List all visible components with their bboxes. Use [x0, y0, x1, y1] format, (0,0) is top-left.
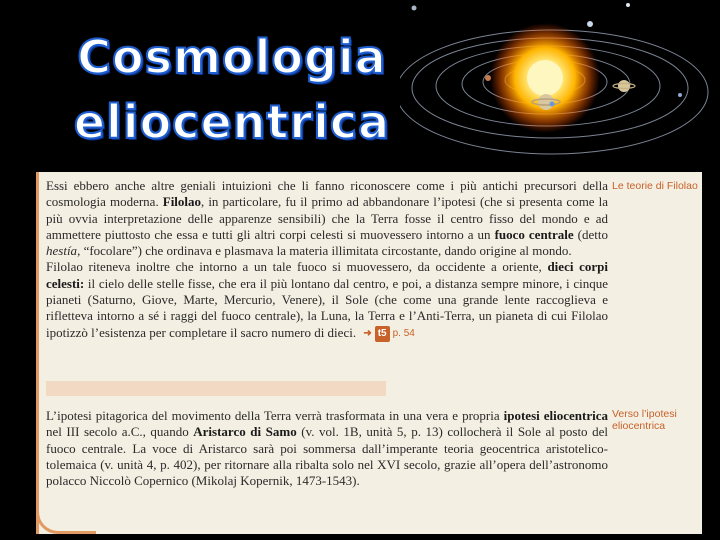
- margin-note-filolao: Le teorie di Filolao: [612, 180, 698, 192]
- solar-system-image: [400, 0, 710, 168]
- paragraph-aristarco: L’ipotesi pitagorica del movimento della Terra verrà trasformata in una vera e propria ipotesi eliocentrica nel III secolo a.C., quando Aristarco di Samo (v. vol. 1B, unità 5, p. 13) collocherà il Sole al posto del fuoco centrale. La voce di Aristarco sarà poi sommersa dall’imperante teoria geocentrica aristotelico-tolemaica (v. unità 4, p. 402), per ritornare alla ribalta solo nel XVI secolo, grazie all’opera dell’astronomo polacco Niccolò Copernico (Mikolaj Kopernik, 1473-1543).: [46, 408, 609, 489]
- arrow-icon: ➜: [363, 327, 372, 339]
- textbook-page: [36, 172, 702, 534]
- highlight-band: [46, 381, 386, 396]
- margin-note-eliocentrica: Verso l’ipotesi eliocentrica: [612, 408, 677, 432]
- page-corner-decoration: [36, 508, 96, 534]
- reference-page: p. 54: [392, 327, 415, 339]
- paragraph-filolao: Essi ebbero anche altre geniali intuizioni che li fanno riconoscere come i più antichi precursori della cosmologia moderna. Filolao, in particolare, fu il primo ad abbandonare l’ipotesi (che si presenta come la più ovvia interpretazione delle apparenze sensibili) che la Terra fosse il centro fisso del mondo e ad ammettere piuttosto che essa e tutti gli altri corpi celesti si muovessero intorno a un fuoco centrale (detto hestía, “focolare”) che ordinava e plasmava la materia illimitata circostante, dando origine al mondo. Filolao riteneva inoltre che intorno a un tale fuoco si muovessero, da occidente a oriente, dieci corpi celesti: il cielo delle stelle fisse, che era il più lontano dal centro, e poi, a distanza sempre minore, i cinque pianeti (Saturno, Giove, Marte, Mercurio, Venere), il Sole (che come una grande lente raccoglieva e rifletteva intorno a sé i raggi del fuoco centrale), la Luna, la Terra e l’Anti-Terra, un pianeta di cui Filolao ipotizzò l’esistenza per completare il sacro numero di dieci. ➜ t5 p. 54: [46, 178, 608, 342]
- text-reference[interactable]: [363, 326, 415, 342]
- slide-title-line-2: eliocentrica: [73, 95, 391, 149]
- reference-badge: t5: [375, 326, 390, 342]
- slide-title-line-1: Cosmologia: [77, 30, 387, 84]
